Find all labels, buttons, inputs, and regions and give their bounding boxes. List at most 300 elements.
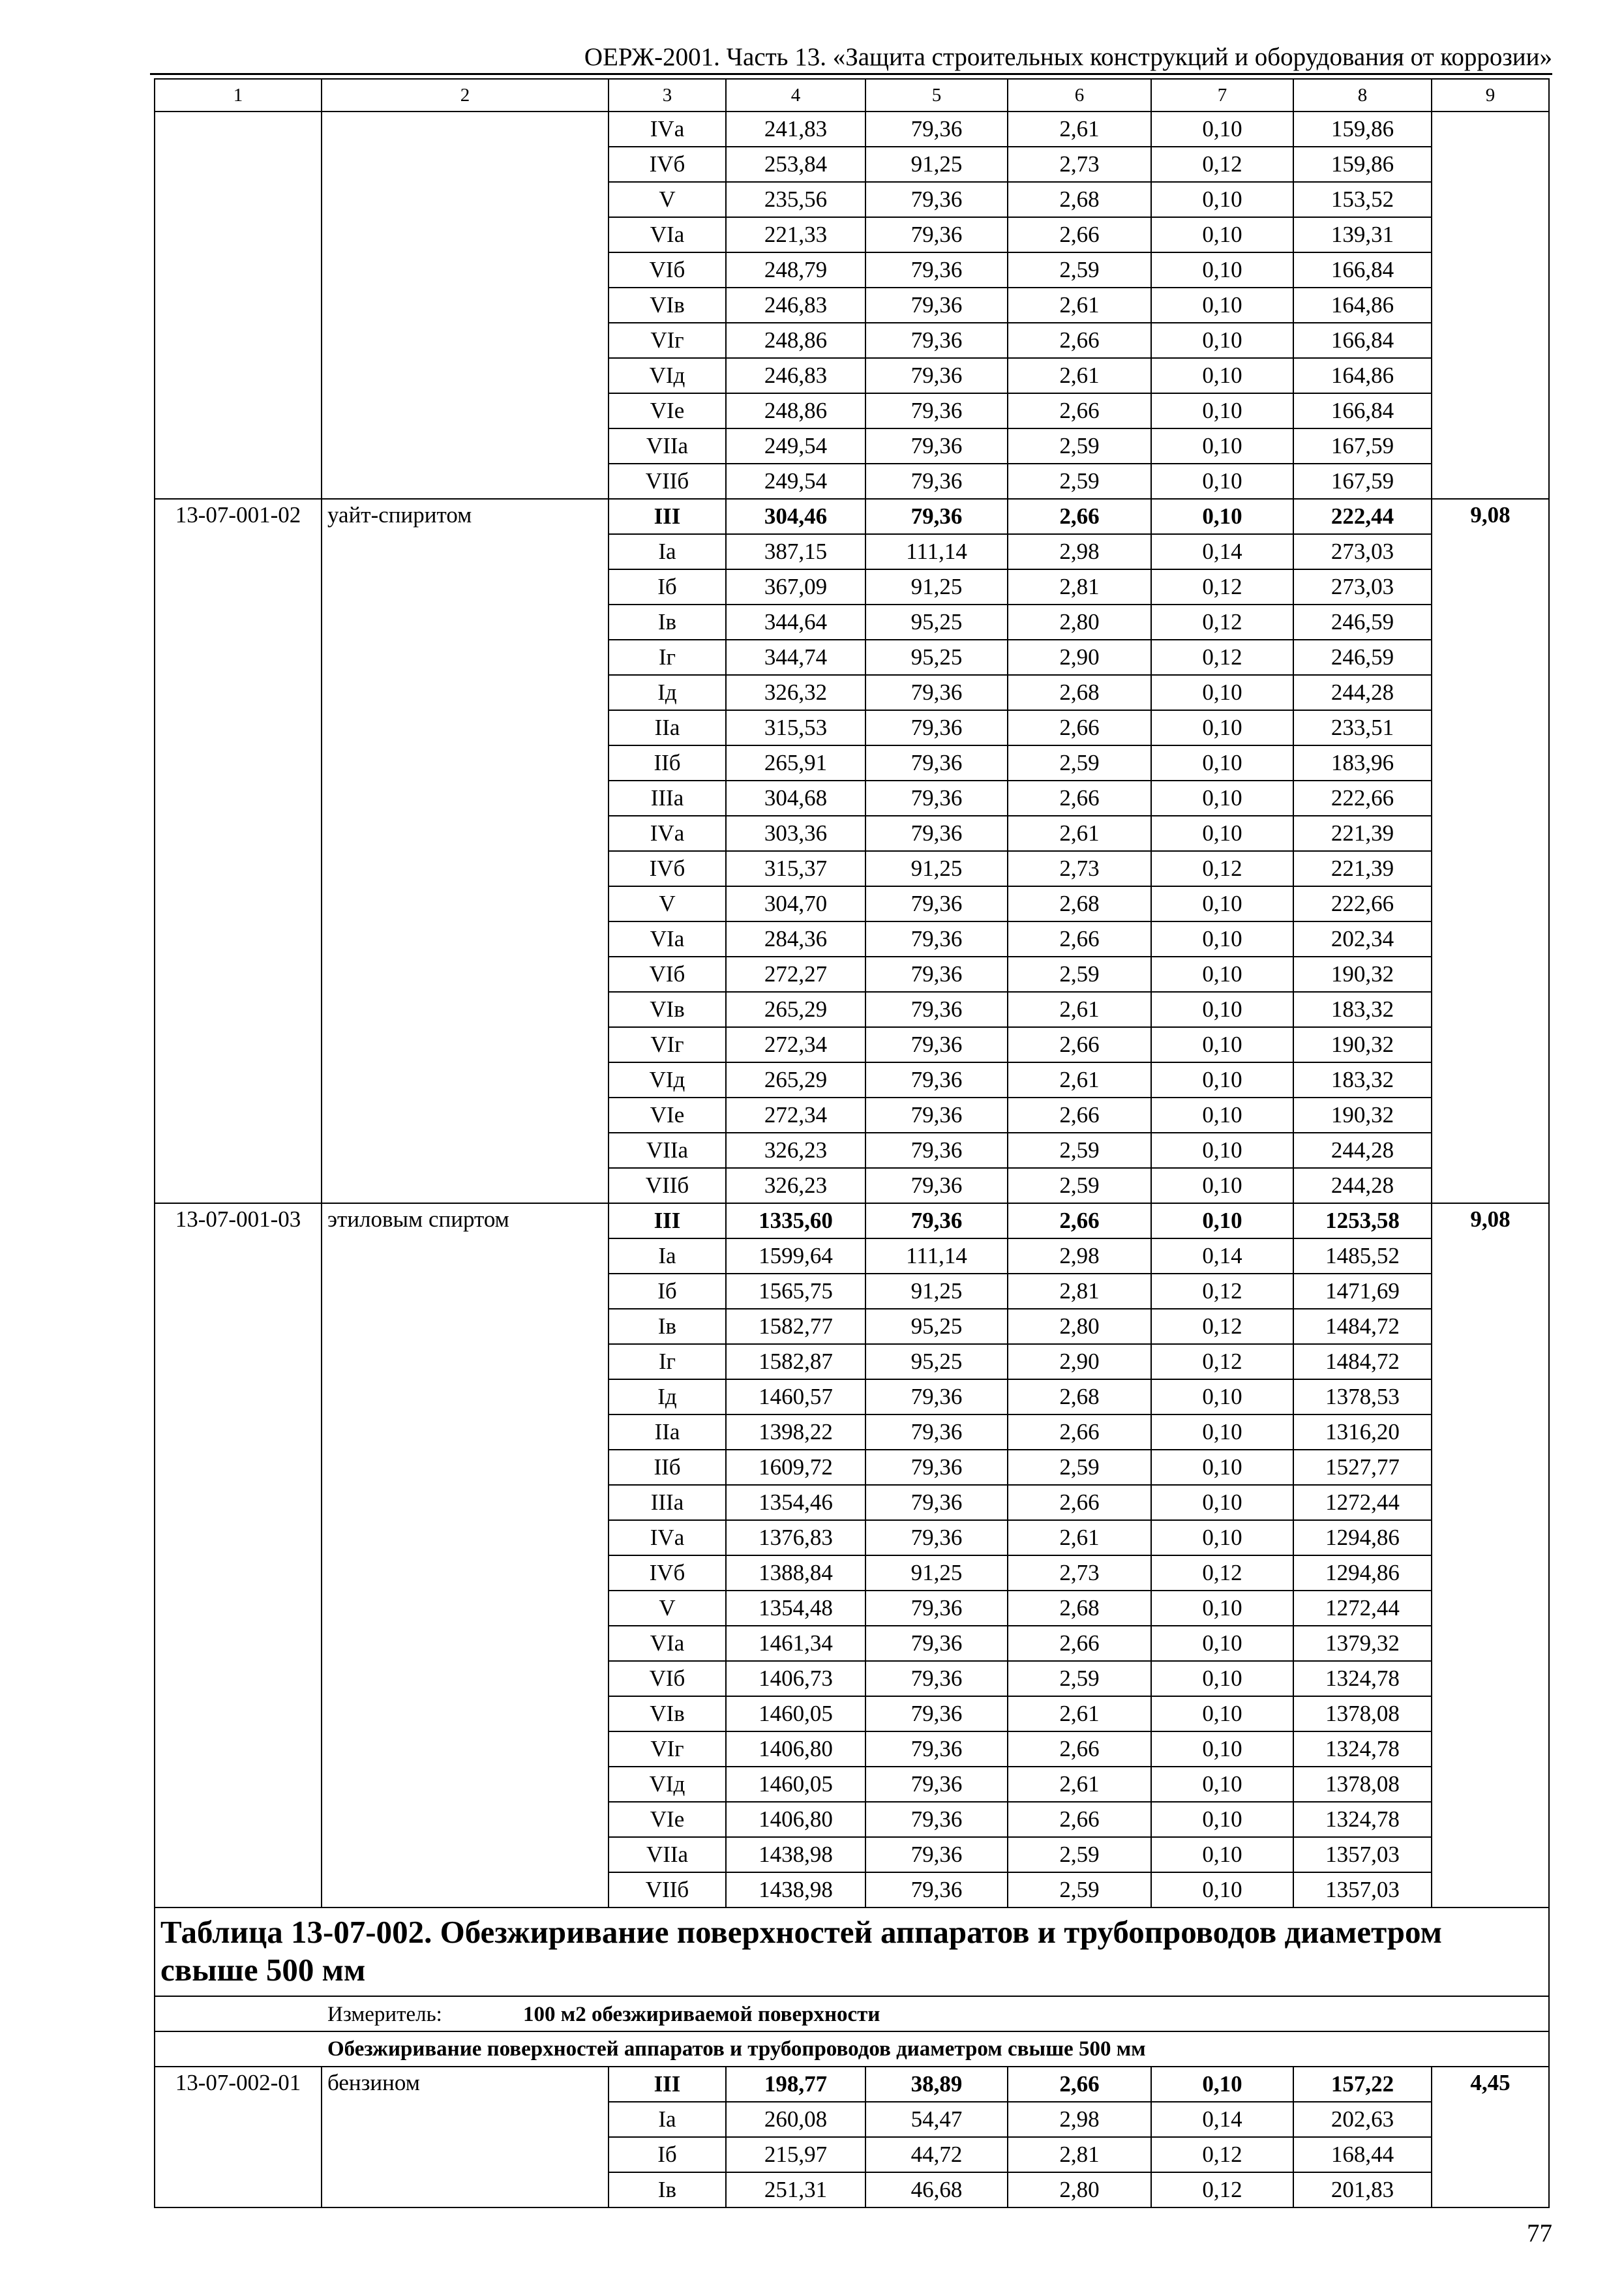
machine-cost-cell: 2,68 [1008,1591,1151,1626]
column-number: 2 [322,79,609,112]
material-cost-cell: 221,39 [1293,851,1432,886]
material-cost-cell: 246,59 [1293,640,1432,675]
labor-cost-cell: 9,08 [1432,499,1549,1203]
total-cost-cell: 235,56 [726,182,865,217]
total-cost-cell: 260,08 [726,2102,865,2137]
wage-cost-cell: 79,36 [865,1414,1008,1450]
zone-cell: IIб [609,745,726,781]
driver-wage-cell: 0,10 [1151,1379,1293,1414]
zone-cell: Iд [609,1379,726,1414]
zone-cell: VIд [609,358,726,393]
column-number: 4 [726,79,865,112]
machine-cost-cell: 2,61 [1008,1520,1151,1555]
section-heading: Обезжиривание поверхностей аппаратов и трубопроводов диаметром свыше 500 мм [155,2031,1549,2067]
wage-cost-cell: 54,47 [865,2102,1008,2137]
zone-cell: IVа [609,112,726,147]
material-cost-cell: 164,86 [1293,358,1432,393]
zone-cell: VIд [609,1767,726,1802]
material-cost-cell: 1378,53 [1293,1379,1432,1414]
driver-wage-cell: 0,10 [1151,499,1293,534]
zone-cell: VIв [609,1696,726,1731]
labor-cost-cell [1432,112,1549,499]
zone-cell: VIIб [609,464,726,499]
driver-wage-cell: 0,12 [1151,1274,1293,1309]
total-cost-cell: 248,79 [726,252,865,288]
material-cost-cell: 1316,20 [1293,1414,1432,1450]
material-cost-cell: 1272,44 [1293,1485,1432,1520]
total-cost-cell: 344,74 [726,640,865,675]
wage-cost-cell: 79,36 [865,1062,1008,1098]
machine-cost-cell: 2,59 [1008,1661,1151,1696]
wage-cost-cell: 79,36 [865,182,1008,217]
total-cost-cell: 272,34 [726,1098,865,1133]
wage-cost-cell: 79,36 [865,1802,1008,1837]
driver-wage-cell: 0,12 [1151,1309,1293,1344]
machine-cost-cell: 2,90 [1008,640,1151,675]
column-number: 5 [865,79,1008,112]
total-cost-cell: 1582,87 [726,1344,865,1379]
machine-cost-cell: 2,66 [1008,323,1151,358]
driver-wage-cell: 0,12 [1151,640,1293,675]
zone-cell: Iв [609,605,726,640]
total-cost-cell: 249,54 [726,428,865,464]
item-name: уайт-спиритом [322,499,609,1203]
driver-wage-cell: 0,10 [1151,1062,1293,1098]
machine-cost-cell: 2,61 [1008,358,1151,393]
material-cost-cell: 221,39 [1293,816,1432,851]
total-cost-cell: 1460,57 [726,1379,865,1414]
driver-wage-cell: 0,10 [1151,252,1293,288]
zone-cell: VIа [609,921,726,957]
machine-cost-cell: 2,59 [1008,1837,1151,1872]
machine-cost-cell: 2,66 [1008,393,1151,428]
material-cost-cell: 233,51 [1293,710,1432,745]
wage-cost-cell: 79,36 [865,112,1008,147]
machine-cost-cell: 2,61 [1008,1696,1151,1731]
material-cost-cell: 244,28 [1293,1133,1432,1168]
total-cost-cell: 248,86 [726,323,865,358]
wage-cost-cell: 95,25 [865,1309,1008,1344]
machine-cost-cell: 2,66 [1008,217,1151,252]
total-cost-cell: 1460,05 [726,1696,865,1731]
total-cost-cell: 1461,34 [726,1626,865,1661]
material-cost-cell: 167,59 [1293,428,1432,464]
machine-cost-cell: 2,66 [1008,2067,1151,2102]
driver-wage-cell: 0,10 [1151,921,1293,957]
machine-cost-cell: 2,98 [1008,534,1151,569]
table-row [155,1203,1549,1238]
machine-cost-cell: 2,66 [1008,499,1151,534]
zone-cell: VIIа [609,1133,726,1168]
column-number: 8 [1293,79,1432,112]
material-cost-cell: 1484,72 [1293,1344,1432,1379]
total-cost-cell: 1599,64 [726,1238,865,1274]
table-row [155,499,1549,534]
wage-cost-cell: 91,25 [865,851,1008,886]
driver-wage-cell: 0,12 [1151,1555,1293,1591]
machine-cost-cell: 2,90 [1008,1344,1151,1379]
driver-wage-cell: 0,12 [1151,147,1293,182]
machine-cost-cell: 2,66 [1008,1731,1151,1767]
wage-cost-cell: 79,36 [865,816,1008,851]
total-cost-cell: 315,37 [726,851,865,886]
machine-cost-cell: 2,98 [1008,2102,1151,2137]
zone-cell: Iа [609,2102,726,2137]
wage-cost-cell: 79,36 [865,1696,1008,1731]
machine-cost-cell: 2,66 [1008,1098,1151,1133]
wage-cost-cell: 79,36 [865,710,1008,745]
wage-cost-cell: 38,89 [865,2067,1008,2102]
machine-cost-cell: 2,80 [1008,605,1151,640]
driver-wage-cell: 0,14 [1151,534,1293,569]
table-row [155,112,1549,147]
wage-cost-cell: 79,36 [865,428,1008,464]
wage-cost-cell: 91,25 [865,1555,1008,1591]
norms-table-body [155,79,1549,2207]
material-cost-cell: 159,86 [1293,112,1432,147]
wage-cost-cell: 79,36 [865,781,1008,816]
total-cost-cell: 1609,72 [726,1450,865,1485]
wage-cost-cell: 79,36 [865,675,1008,710]
column-number: 9 [1432,79,1549,112]
machine-cost-cell: 2,61 [1008,1062,1151,1098]
zone-cell: IIа [609,1414,726,1450]
machine-cost-cell: 2,66 [1008,1203,1151,1238]
wage-cost-cell: 79,36 [865,1731,1008,1767]
total-cost-cell: 1354,48 [726,1591,865,1626]
machine-cost-cell: 2,59 [1008,1168,1151,1203]
total-cost-cell: 251,31 [726,2172,865,2207]
zone-cell: Iг [609,1344,726,1379]
machine-cost-cell: 2,66 [1008,921,1151,957]
total-cost-cell: 265,29 [726,1062,865,1098]
zone-cell: Iв [609,1309,726,1344]
material-cost-cell: 222,66 [1293,886,1432,921]
material-cost-cell: 1324,78 [1293,1661,1432,1696]
running-header: ОЕРЖ-2001. Часть 13. «Защита строительных конструкций и оборудования от коррозии» [584,43,1552,71]
total-cost-cell: 315,53 [726,710,865,745]
total-cost-cell: 1376,83 [726,1520,865,1555]
zone-cell: Iб [609,1274,726,1309]
wage-cost-cell: 79,36 [865,1661,1008,1696]
total-cost-cell: 272,34 [726,1027,865,1062]
driver-wage-cell: 0,12 [1151,605,1293,640]
total-cost-cell: 1354,46 [726,1485,865,1520]
zone-cell: IIIа [609,781,726,816]
driver-wage-cell: 0,10 [1151,745,1293,781]
driver-wage-cell: 0,10 [1151,781,1293,816]
total-cost-cell: 246,83 [726,358,865,393]
material-cost-cell: 1378,08 [1293,1696,1432,1731]
table-title: Таблица 13-07-002. Обезжиривание поверхностей аппаратов и трубопроводов диаметром свыше 500 мм [155,1908,1549,1996]
machine-cost-cell: 2,59 [1008,1450,1151,1485]
wage-cost-cell: 79,36 [865,1133,1008,1168]
material-cost-cell: 190,32 [1293,957,1432,992]
total-cost-cell: 221,33 [726,217,865,252]
machine-cost-cell: 2,68 [1008,182,1151,217]
wage-cost-cell: 79,36 [865,921,1008,957]
material-cost-cell: 244,28 [1293,1168,1432,1203]
wage-cost-cell: 44,72 [865,2137,1008,2172]
driver-wage-cell: 0,10 [1151,1133,1293,1168]
driver-wage-cell: 0,10 [1151,992,1293,1027]
material-cost-cell: 201,83 [1293,2172,1432,2207]
material-cost-cell: 153,52 [1293,182,1432,217]
wage-cost-cell: 79,36 [865,957,1008,992]
wage-cost-cell: 79,36 [865,1520,1008,1555]
zone-cell: IVа [609,1520,726,1555]
total-cost-cell: 249,54 [726,464,865,499]
machine-cost-cell: 2,66 [1008,1802,1151,1837]
zone-cell: Iб [609,2137,726,2172]
total-cost-cell: 304,70 [726,886,865,921]
wage-cost-cell: 95,25 [865,640,1008,675]
total-cost-cell: 248,86 [726,393,865,428]
meter-label: Измеритель: [327,2002,442,2026]
machine-cost-cell: 2,73 [1008,1555,1151,1591]
driver-wage-cell: 0,10 [1151,1485,1293,1520]
material-cost-cell: 1324,78 [1293,1731,1432,1767]
driver-wage-cell: 0,10 [1151,182,1293,217]
page-number: 77 [1527,2219,1552,2247]
zone-cell: IVб [609,851,726,886]
total-cost-cell: 344,64 [726,605,865,640]
driver-wage-cell: 0,10 [1151,288,1293,323]
machine-cost-cell: 2,81 [1008,2137,1151,2172]
machine-cost-cell: 2,68 [1008,886,1151,921]
driver-wage-cell: 0,10 [1151,816,1293,851]
total-cost-cell: 326,23 [726,1133,865,1168]
zone-cell: VIе [609,1802,726,1837]
zone-cell: IVб [609,1555,726,1591]
driver-wage-cell: 0,10 [1151,2067,1293,2102]
zone-cell: V [609,182,726,217]
material-cost-cell: 1378,08 [1293,1767,1432,1802]
total-cost-cell: 1582,77 [726,1309,865,1344]
material-cost-cell: 183,32 [1293,1062,1432,1098]
material-cost-cell: 1294,86 [1293,1520,1432,1555]
material-cost-cell: 222,66 [1293,781,1432,816]
wage-cost-cell: 46,68 [865,2172,1008,2207]
wage-cost-cell: 79,36 [865,1379,1008,1414]
material-cost-cell: 190,32 [1293,1027,1432,1062]
zone-cell: III [609,2067,726,2102]
driver-wage-cell: 0,14 [1151,1238,1293,1274]
zone-cell: Iа [609,534,726,569]
total-cost-cell: 1438,98 [726,1837,865,1872]
machine-cost-cell: 2,66 [1008,1414,1151,1450]
material-cost-cell: 1294,86 [1293,1555,1432,1591]
item-name: этиловым спиртом [322,1203,609,1908]
wage-cost-cell: 79,36 [865,1098,1008,1133]
zone-cell: Iд [609,675,726,710]
wage-cost-cell: 111,14 [865,534,1008,569]
machine-cost-cell: 2,98 [1008,1238,1151,1274]
zone-cell: VIе [609,1098,726,1133]
table-title-row [155,1908,1549,1996]
driver-wage-cell: 0,12 [1151,2172,1293,2207]
wage-cost-cell: 91,25 [865,569,1008,605]
wage-cost-cell: 79,36 [865,745,1008,781]
driver-wage-cell: 0,10 [1151,112,1293,147]
wage-cost-cell: 79,36 [865,992,1008,1027]
material-cost-cell: 1357,03 [1293,1837,1432,1872]
zone-cell: IVа [609,816,726,851]
driver-wage-cell: 0,12 [1151,851,1293,886]
wage-cost-cell: 79,36 [865,1203,1008,1238]
material-cost-cell: 183,32 [1293,992,1432,1027]
driver-wage-cell: 0,12 [1151,2137,1293,2172]
labor-cost-cell: 4,45 [1432,2067,1549,2207]
material-cost-cell: 1485,52 [1293,1238,1432,1274]
zone-cell: VIа [609,217,726,252]
material-cost-cell: 202,63 [1293,2102,1432,2137]
wage-cost-cell: 79,36 [865,1872,1008,1908]
zone-cell: VIб [609,957,726,992]
material-cost-cell: 222,44 [1293,499,1432,534]
material-cost-cell: 1471,69 [1293,1274,1432,1309]
machine-cost-cell: 2,61 [1008,288,1151,323]
machine-cost-cell: 2,59 [1008,957,1151,992]
material-cost-cell: 1379,32 [1293,1626,1432,1661]
zone-cell: V [609,886,726,921]
machine-cost-cell: 2,73 [1008,851,1151,886]
zone-cell: VIIб [609,1168,726,1203]
machine-cost-cell: 2,81 [1008,569,1151,605]
driver-wage-cell: 0,10 [1151,1520,1293,1555]
column-number: 7 [1151,79,1293,112]
machine-cost-cell: 2,61 [1008,992,1151,1027]
material-cost-cell: 1484,72 [1293,1309,1432,1344]
column-numbers-row [155,79,1549,112]
driver-wage-cell: 0,10 [1151,1450,1293,1485]
total-cost-cell: 1335,60 [726,1203,865,1238]
material-cost-cell: 183,96 [1293,745,1432,781]
wage-cost-cell: 79,36 [865,1027,1008,1062]
total-cost-cell: 1406,73 [726,1661,865,1696]
column-number: 1 [155,79,322,112]
material-cost-cell: 202,34 [1293,921,1432,957]
driver-wage-cell: 0,10 [1151,323,1293,358]
machine-cost-cell: 2,59 [1008,428,1151,464]
driver-wage-cell: 0,12 [1151,1344,1293,1379]
material-cost-cell: 167,59 [1293,464,1432,499]
driver-wage-cell: 0,10 [1151,358,1293,393]
driver-wage-cell: 0,10 [1151,1591,1293,1626]
material-cost-cell: 166,84 [1293,323,1432,358]
material-cost-cell: 1272,44 [1293,1591,1432,1626]
total-cost-cell: 1388,84 [726,1555,865,1591]
zone-cell: VIе [609,393,726,428]
wage-cost-cell: 79,36 [865,1168,1008,1203]
total-cost-cell: 367,09 [726,569,865,605]
driver-wage-cell: 0,10 [1151,1837,1293,1872]
wage-cost-cell: 79,36 [865,252,1008,288]
section-row [155,2031,1549,2067]
machine-cost-cell: 2,59 [1008,1133,1151,1168]
machine-cost-cell: 2,66 [1008,781,1151,816]
item-name [322,112,609,499]
total-cost-cell: 1398,22 [726,1414,865,1450]
driver-wage-cell: 0,10 [1151,1802,1293,1837]
zone-cell: IIб [609,1450,726,1485]
wage-cost-cell: 79,36 [865,393,1008,428]
total-cost-cell: 215,97 [726,2137,865,2172]
column-number: 6 [1008,79,1151,112]
material-cost-cell: 139,31 [1293,217,1432,252]
total-cost-cell: 1565,75 [726,1274,865,1309]
machine-cost-cell: 2,59 [1008,252,1151,288]
machine-cost-cell: 2,66 [1008,1027,1151,1062]
wage-cost-cell: 79,36 [865,1450,1008,1485]
material-cost-cell: 164,86 [1293,288,1432,323]
wage-cost-cell: 95,25 [865,605,1008,640]
total-cost-cell: 1438,98 [726,1872,865,1908]
zone-cell: VIIа [609,428,726,464]
total-cost-cell: 1460,05 [726,1767,865,1802]
machine-cost-cell: 2,61 [1008,816,1151,851]
machine-cost-cell: 2,68 [1008,675,1151,710]
total-cost-cell: 272,27 [726,957,865,992]
column-number: 3 [609,79,726,112]
labor-cost-cell: 9,08 [1432,1203,1549,1908]
driver-wage-cell: 0,10 [1151,1168,1293,1203]
wage-cost-cell: 79,36 [865,1485,1008,1520]
zone-cell: VIб [609,1661,726,1696]
machine-cost-cell: 2,66 [1008,1485,1151,1520]
zone-cell: III [609,1203,726,1238]
material-cost-cell: 1357,03 [1293,1872,1432,1908]
material-cost-cell: 190,32 [1293,1098,1432,1133]
zone-cell: IIIа [609,1485,726,1520]
driver-wage-cell: 0,10 [1151,1626,1293,1661]
header-rule [150,73,1552,75]
machine-cost-cell: 2,66 [1008,1626,1151,1661]
machine-cost-cell: 2,59 [1008,745,1151,781]
zone-cell: VIа [609,1626,726,1661]
machine-cost-cell: 2,81 [1008,1274,1151,1309]
driver-wage-cell: 0,10 [1151,1872,1293,1908]
total-cost-cell: 303,36 [726,816,865,851]
total-cost-cell: 253,84 [726,147,865,182]
driver-wage-cell: 0,10 [1151,464,1293,499]
zone-cell: IIа [609,710,726,745]
driver-wage-cell: 0,10 [1151,217,1293,252]
wage-cost-cell: 111,14 [865,1238,1008,1274]
driver-wage-cell: 0,10 [1151,957,1293,992]
wage-cost-cell: 79,36 [865,1626,1008,1661]
driver-wage-cell: 0,14 [1151,2102,1293,2137]
zone-cell: VIв [609,992,726,1027]
total-cost-cell: 284,36 [726,921,865,957]
machine-cost-cell: 2,59 [1008,464,1151,499]
zone-cell: IVб [609,147,726,182]
item-code: 13-07-001-02 [155,499,322,1203]
total-cost-cell: 1406,80 [726,1802,865,1837]
machine-cost-cell: 2,59 [1008,1872,1151,1908]
machine-cost-cell: 2,73 [1008,147,1151,182]
machine-cost-cell: 2,61 [1008,1767,1151,1802]
driver-wage-cell: 0,10 [1151,710,1293,745]
wage-cost-cell: 79,36 [865,217,1008,252]
wage-cost-cell: 91,25 [865,1274,1008,1309]
item-name: бензином [322,2067,609,2207]
total-cost-cell: 241,83 [726,112,865,147]
driver-wage-cell: 0,10 [1151,1414,1293,1450]
zone-cell: III [609,499,726,534]
zone-cell: VIIб [609,1872,726,1908]
driver-wage-cell: 0,10 [1151,428,1293,464]
